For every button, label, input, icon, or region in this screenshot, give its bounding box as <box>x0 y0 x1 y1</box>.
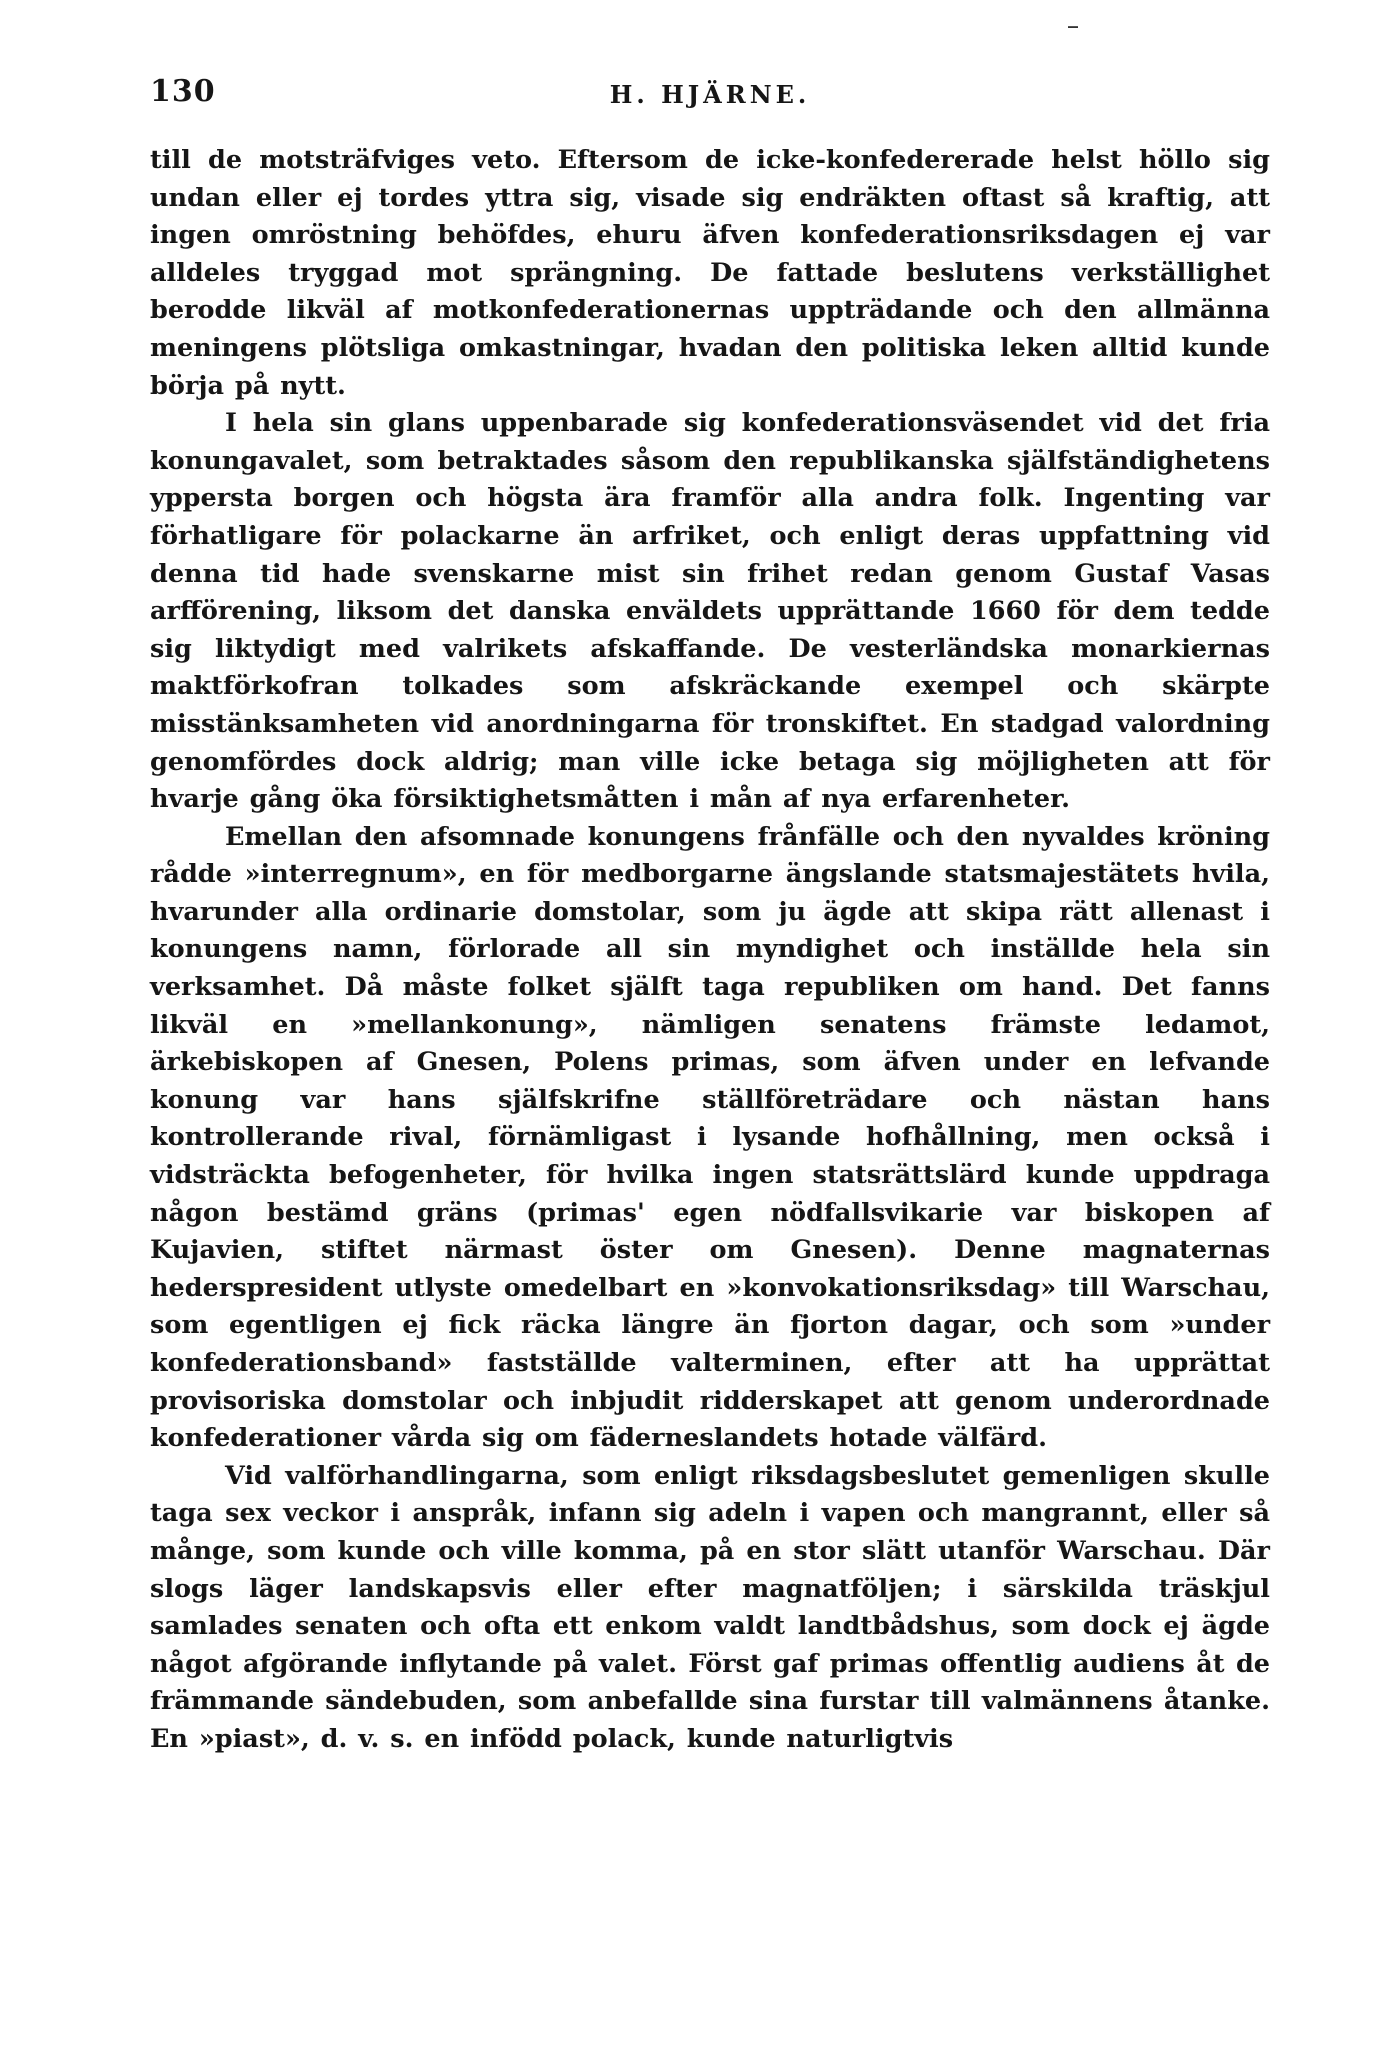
page-header <box>150 60 1270 120</box>
print-mark: ‾ <box>1068 22 1078 46</box>
body-text <box>150 142 1270 1759</box>
book-page <box>150 60 1270 1759</box>
page-number: 130 <box>150 74 216 109</box>
paragraph-1: till de motsträfviges veto. Eftersom de icke-konfedererade helst höllo sig undan eller ej tordes yttra sig, visade sig endräkten oftast så kraftig, att ingen omröstning behöfdes, ehuru äfven konfederationsriksdagen ej var alldeles tryggad mot sprängning. De fattade beslutens verkställighet berodde likväl af motkonfederationernas uppträdande och den allmänna meningens plötsliga omkastningar, hvadan den politiska leken alltid kunde börja på nytt. <box>150 145 1270 401</box>
paragraph-2: I hela sin glans uppenbarade sig konfederationsväsendet vid det fria konungavalet, som betraktades såsom den republikanska själfständighetens yppersta borgen och högsta ära framför alla andra folk. Ingenting var förhatligare för polackarne än arfriket, och enligt deras uppfattning vid denna tid hade svenskarne mist sin frihet redan genom Gustaf Vasas arfförening, liksom det danska enväldets upprättande 1660 för dem tedde sig liktydigt med valrikets afskaffande. De vesterländska monarkiernas maktförkofran tolkades som afskräckande exempel och skärpte misstänksamheten vid anordningarna för tronskiftet. En stadgad valordning genomfördes dock aldrig; man ville icke betaga sig möjligheten att för hvarje gång öka försiktighetsmåtten i mån af nya erfarenheter. <box>150 408 1270 815</box>
paragraph-3: Emellan den afsomnade konungens frånfälle och den nyvaldes kröning rådde »interregnum», en för medborgarne ängslande statsmajestätets hvila, hvarunder alla ordinarie domstolar, som ju ägde att skipa rätt allenast i konungens namn, förlorade all sin myndighet och inställde hela sin verksamhet. Då måste folket själft taga republiken om hand. Det fanns likväl en »mellankonung», nämligen senatens främste ledamot, ärkebiskopen af Gnesen, Polens primas, som äfven under en lefvande konung var hans själfskrifne ställföreträdare och nästan hans kontrollerande rival, förnämligast i lysande hofhållning, men också i vidsträckta befogenheter, för hvilka ingen statsrättslärd kunde uppdraga någon bestämd gräns (primas' egen nödfallsvikarie var biskopen af Kujavien, stiftet närmast öster om Gnesen). Denne magnaternas hederspresident utlyste omedelbart en »konvokationsriksdag» till Warschau, som egentligen ej fick räcka längre än fjorton dagar, och som »under konfederationsband» fastställde valterminen, efter att ha upprättat provisoriska domstolar och inbjudit ridderskapet att genom underordnade konfederationer vårda sig om fäderneslandets hotade välfärd. <box>150 821 1270 1454</box>
running-head: H. HJÄRNE. <box>609 80 811 109</box>
paragraph-4: Vid valförhandlingarna, som enligt riksdagsbeslutet gemenligen skulle taga sex veckor i anspråk, infann sig adeln i vapen och mangrannt, eller så månge, som kunde och ville komma, på en stor slätt utanför Warschau. Där slogs läger landskapsvis eller efter magnatföljen; i särskilda träskjul samlades senaten och ofta ett enkom valdt landtbådshus, som dock ej ägde något afgörande inflytande på valet. Först gaf primas offentlig audiens åt de främmande sändebuden, som anbefallde sina furstar till valmännens åtanke. En »piast», d. v. s. en infödd polack, kunde naturligtvis <box>150 1460 1270 1754</box>
